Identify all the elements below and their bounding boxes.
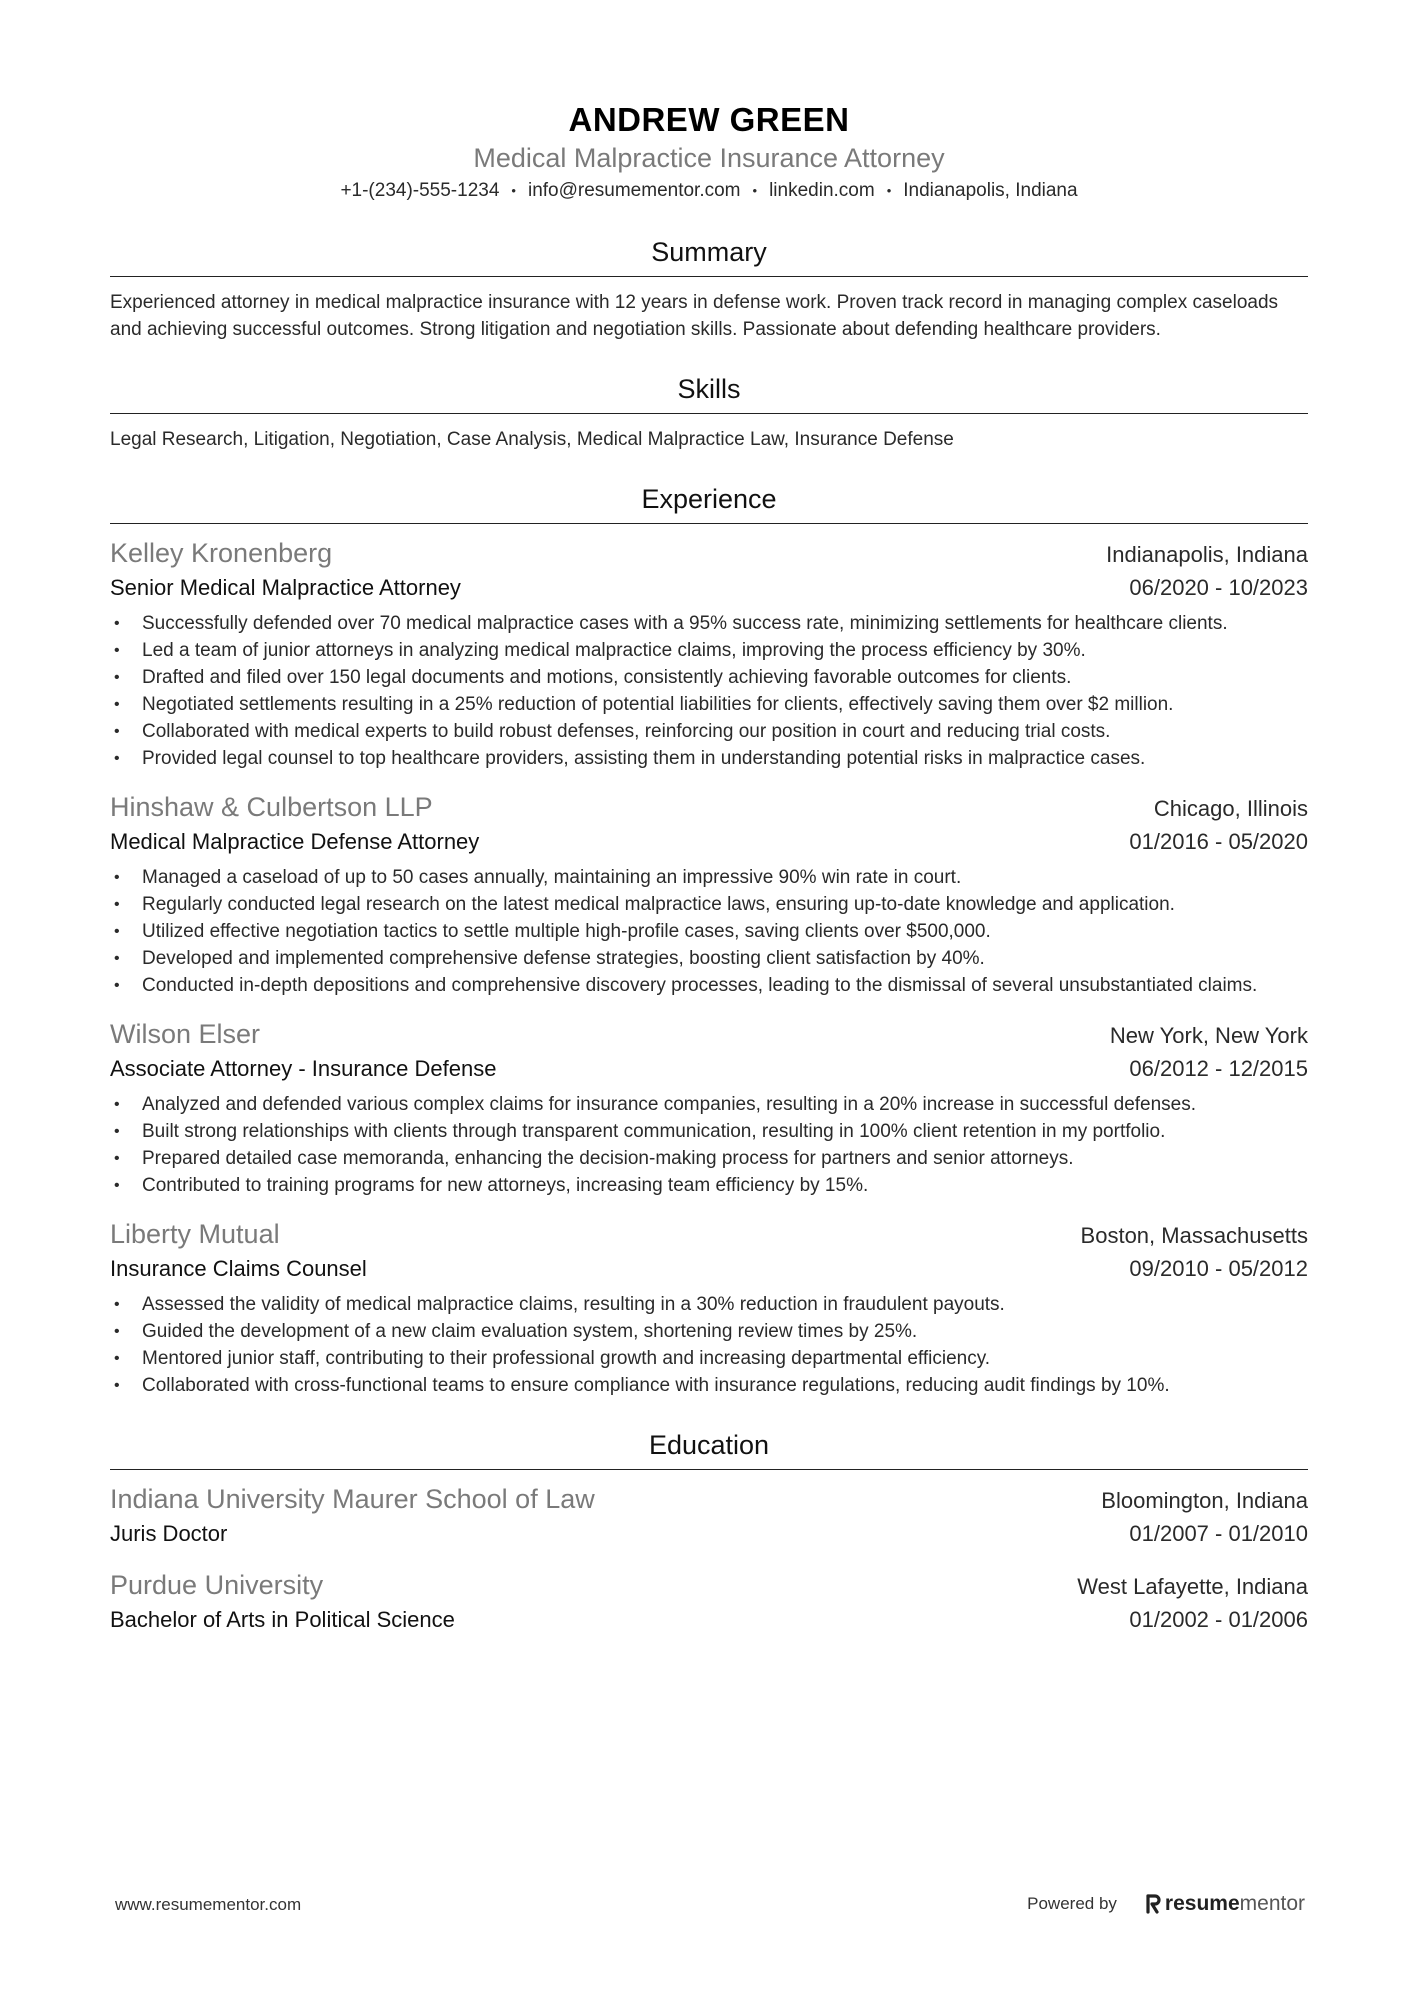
- summary-section: [110, 234, 1308, 343]
- resumementor-logo-icon: [1145, 1893, 1161, 1915]
- job-dates: 06/2020 - 10/2023: [1129, 575, 1308, 601]
- job-entry: [110, 790, 1308, 999]
- job-bullet: • Successfully defended over 70 medical malpractice cases with a 95% success rate, minimizing settlements for healthcare clients.: [110, 610, 1308, 637]
- resume-header: [110, 100, 1308, 206]
- section-title-summary: Summary: [110, 234, 1308, 277]
- contact-separator: •: [511, 183, 516, 198]
- job-bullet: • Drafted and filed over 150 legal documents and motions, consistently achieving favorable outcomes for clients.: [110, 664, 1308, 691]
- job-bullet: • Led a team of junior attorneys in analyzing medical malpractice claims, improving the process efficiency by 30%.: [110, 637, 1308, 664]
- section-title-experience: Experience: [110, 481, 1308, 524]
- skills-section: [110, 371, 1308, 453]
- job-bullets: [110, 610, 1308, 772]
- job-entry: [110, 1017, 1308, 1199]
- job-location: Boston, Massachusetts: [1080, 1223, 1308, 1249]
- job-title: Medical Malpractice Defense Attorney: [110, 829, 480, 855]
- candidate-role: Medical Malpractice Insurance Attorney: [473, 143, 945, 173]
- footer-website-link[interactable]: www.resumementor.com: [115, 1895, 302, 1914]
- job-company: Wilson Elser: [110, 1019, 261, 1050]
- job-bullet: • Collaborated with medical experts to build robust defenses, reinforcing our position in court and reducing trial costs.: [110, 718, 1308, 745]
- powered-by-label: Powered by: [1027, 1894, 1117, 1913]
- brand-name-bold: resume: [1164, 1892, 1240, 1915]
- contact-line: [110, 176, 1308, 206]
- contact-separator: •: [886, 183, 892, 198]
- school-location: West Lafayette, Indiana: [1077, 1574, 1308, 1600]
- job-location: New York, New York: [1109, 1023, 1308, 1049]
- footer-branding[interactable]: [1027, 1892, 1305, 1916]
- job-title: Insurance Claims Counsel: [110, 1256, 367, 1282]
- job-bullet: • Analyzed and defended various complex claims for insurance companies, resulting in a 20% increase in successful defenses.: [110, 1091, 1308, 1118]
- job-bullet: • Contributed to training programs for new attorneys, increasing team efficiency by 15%.: [110, 1172, 1308, 1199]
- job-bullet: • Utilized effective negotiation tactics to settle multiple high-profile cases, saving clients over $500,000.: [110, 918, 1308, 945]
- job-dates: 01/2016 - 05/2020: [1129, 829, 1308, 855]
- experience-section: [110, 481, 1308, 1399]
- job-company: Hinshaw & Culbertson LLP: [110, 792, 433, 823]
- job-title: Associate Attorney - Insurance Defense: [110, 1056, 497, 1082]
- contact-location: Indianapolis, Indiana: [903, 180, 1078, 202]
- job-company: Liberty Mutual: [110, 1219, 280, 1250]
- job-bullet: • Regularly conducted legal research on the latest medical malpractice laws, ensuring up-to-date knowledge and application.: [110, 891, 1308, 918]
- job-bullets: [110, 1091, 1308, 1199]
- job-bullets: [110, 1291, 1308, 1399]
- job-location: Indianapolis, Indiana: [1106, 542, 1308, 568]
- degree: Bachelor of Arts in Political Science: [110, 1607, 455, 1633]
- job-bullet: • Built strong relationships with clients through transparent communication, resulting in 100% client retention in my portfolio.: [110, 1118, 1308, 1145]
- section-title-skills: Skills: [110, 371, 1308, 414]
- job-bullet: • Guided the development of a new claim evaluation system, shortening review times by 25%.: [110, 1318, 1308, 1345]
- resume-page: [110, 100, 1308, 1636]
- contact-email: info@resumementor.com: [527, 180, 741, 202]
- school-name: Purdue University: [110, 1570, 324, 1601]
- school-location: Bloomington, Indiana: [1101, 1488, 1308, 1514]
- job-entry: [110, 536, 1308, 772]
- degree: Juris Doctor: [110, 1521, 228, 1547]
- job-bullet: • Conducted in-depth depositions and comprehensive discovery processes, leading to the dismissal of several unsubstantiated claims.: [110, 972, 1308, 999]
- school-name: Indiana University Maurer School of Law: [110, 1484, 595, 1515]
- job-bullet: • Negotiated settlements resulting in a 25% reduction of potential liabilities for clients, effectively saving them over $2 million.: [110, 691, 1308, 718]
- contact-linkedin: linkedin.com: [769, 180, 875, 202]
- job-company: Kelley Kronenberg: [110, 538, 333, 569]
- summary-text: Experienced attorney in medical malpractice insurance with 12 years in defense work. Proven track record in managing complex caseloads and achieving successful outcomes. Strong litigation and negotiation skills. Passionate about defending healthcare providers.: [110, 292, 1279, 341]
- job-entry: [110, 1217, 1308, 1399]
- job-bullet: • Prepared detailed case memoranda, enhancing the decision-making process for partners and senior attorneys.: [110, 1145, 1308, 1172]
- section-title-education: Education: [110, 1427, 1308, 1470]
- job-location: Chicago, Illinois: [1153, 796, 1308, 822]
- brand-name-light: mentor: [1239, 1892, 1305, 1915]
- skills-text: Legal Research, Litigation, Negotiation, Case Analysis, Medical Malpractice Law, Insurance Defense: [110, 429, 954, 451]
- job-bullet: • Provided legal counsel to top healthcare providers, assisting them in understanding potential risks in malpractice cases.: [110, 745, 1308, 772]
- job-bullets: [110, 864, 1308, 999]
- job-bullet: • Mentored junior staff, contributing to their professional growth and increasing departmental efficiency.: [110, 1345, 1308, 1372]
- education-entry: [110, 1482, 1308, 1550]
- contact-phone: +1-(234)-555-1234: [340, 180, 500, 202]
- job-dates: 06/2012 - 12/2015: [1129, 1056, 1308, 1082]
- candidate-name: ANDREW GREEN: [568, 101, 850, 138]
- job-bullet: • Collaborated with cross-functional teams to ensure compliance with insurance regulations, reducing audit findings by 10%.: [110, 1372, 1308, 1399]
- job-title: Senior Medical Malpractice Attorney: [110, 575, 461, 601]
- brand-name: [1165, 1892, 1305, 1916]
- education-section: [110, 1427, 1308, 1636]
- job-bullet: • Developed and implemented comprehensive defense strategies, boosting client satisfaction by 40%.: [110, 945, 1308, 972]
- contact-separator: •: [752, 183, 758, 198]
- education-dates: 01/2002 - 01/2006: [1129, 1607, 1308, 1633]
- education-entry: [110, 1568, 1308, 1636]
- job-bullet: • Managed a caseload of up to 50 cases annually, maintaining an impressive 90% win rate in court.: [110, 864, 1308, 891]
- job-bullet: • Assessed the validity of medical malpractice claims, resulting in a 30% reduction in fraudulent payouts.: [110, 1291, 1308, 1318]
- job-dates: 09/2010 - 05/2012: [1129, 1256, 1308, 1282]
- education-dates: 01/2007 - 01/2010: [1129, 1521, 1308, 1547]
